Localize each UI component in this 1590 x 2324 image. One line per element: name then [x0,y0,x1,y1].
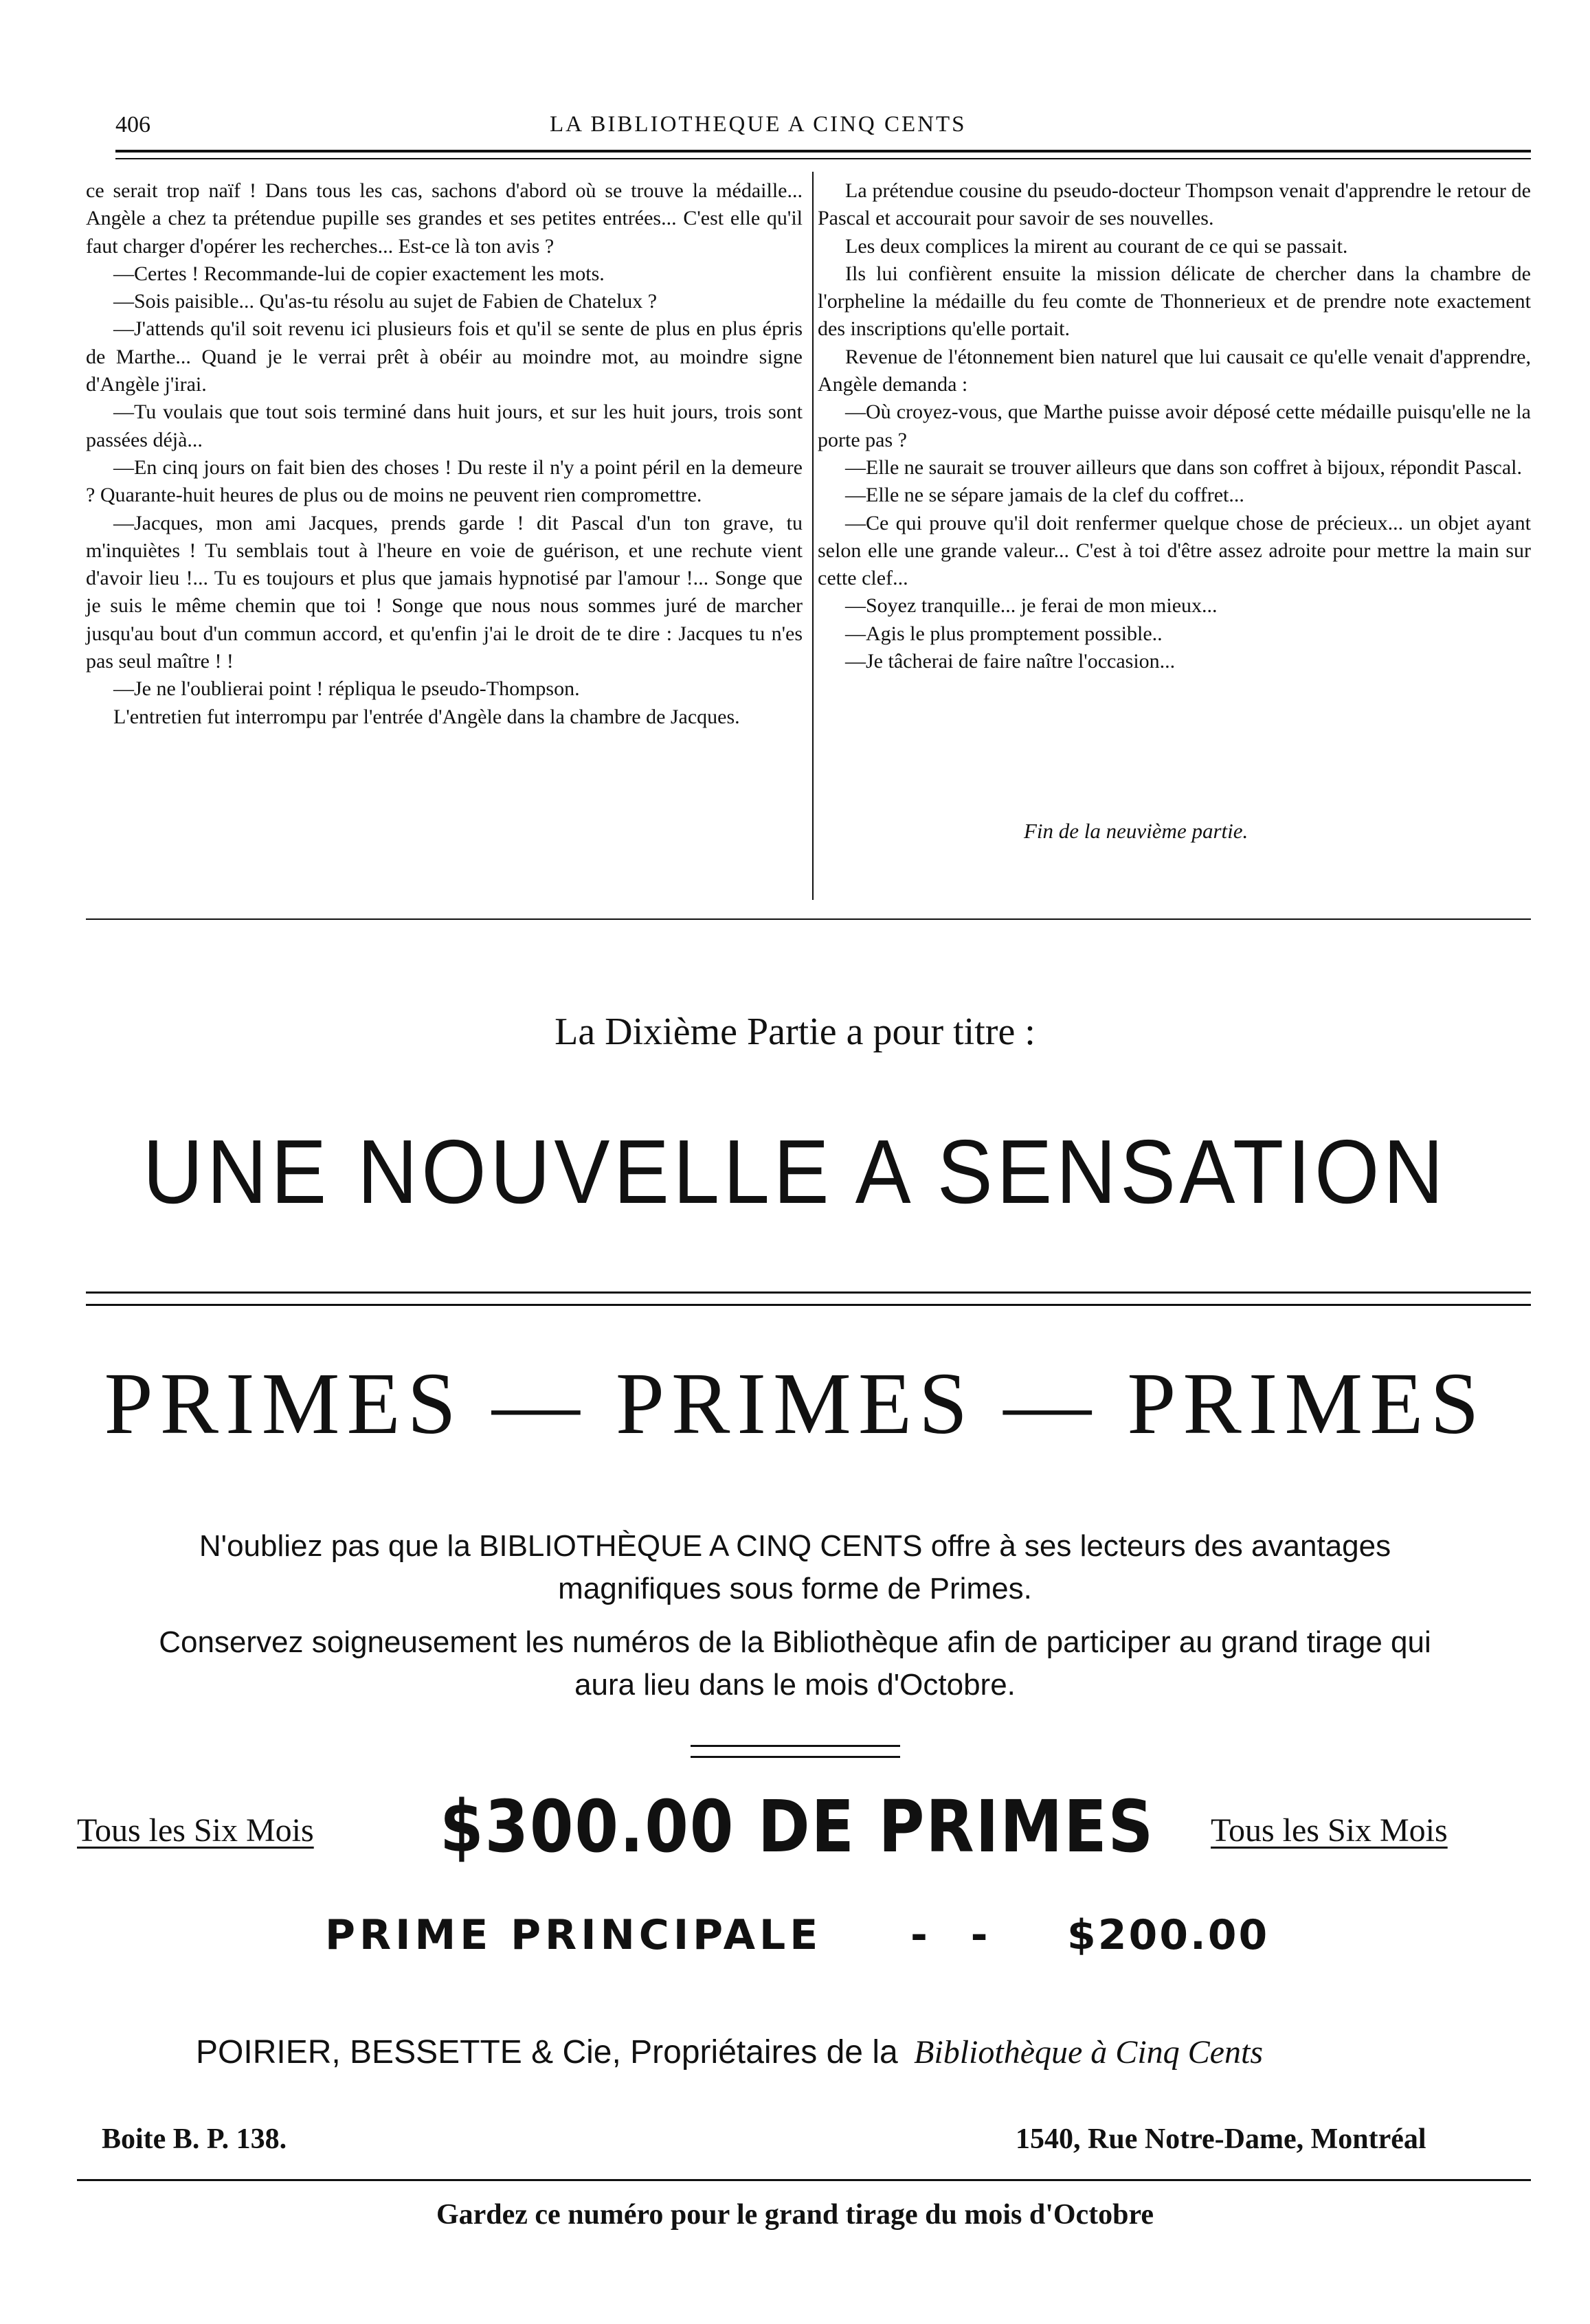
publisher-names: POIRIER, BESSETTE & Cie, Propriétaires de la [196,2034,898,2071]
paragraph: —J'attends qu'il soit revenu ici plusieurs fois et qu'il se sente de plus en plus épris de Marthe... Quand je le verrai prêt à obéir au moindre mot, au moindre signe d'Angèle j'irai. [86,317,803,396]
paragraph: —Sois paisible... Qu'as-tu résolu au sujet de Fabien de Chatelux ? [113,290,658,313]
header-rule-thick [115,150,1531,153]
paragraph: La prétendue cousine du pseudo-docteur Thompson venait d'apprendre le retour de Pascal et accourait pour savoir de ses nouvelles. [818,179,1531,230]
every-six-months-left: Tous les Six Mois [77,1812,314,1849]
paragraph: —Je ne l'oublierai point ! répliqua le pseudo-Thompson. [113,677,580,701]
paragraph: —Je tâcherai de faire naître l'occasion... [845,650,1176,673]
short-rule-bottom [691,1756,900,1758]
column-divider [812,172,814,900]
paragraph: —Ce qui prouve qu'il doit renfermer quelque chose de précieux... un objet ayant selon elle une grande valeur... C'est à toi d'être assez adroite pour mettre la main sur cette clef... [818,511,1531,590]
every-six-months-right: Tous les Six Mois [1211,1812,1448,1849]
paragraph: —En cinq jours on fait bien des choses ! Du reste il n'y a point péril en la demeure ? Quarante-huit heures de plus ou de moins ne peuvent rien compromettre. [86,455,803,507]
paragraph: —Certes ! Recommande-lui de copier exactement les mots. [113,262,605,285]
paragraph: —Soyez tranquille... je ferai de mon mieux... [845,594,1218,618]
paragraph: —Elle ne saurait se trouver ailleurs que dans son coffret à bijoux, répondit Pascal. [845,455,1522,479]
page-number: 406 [115,112,150,137]
left-column [86,177,803,731]
paragraph: —Tu voulais que tout sois terminé dans huit jours, et sur les huit jours, trois sont passées déjà... [86,401,803,451]
short-rule-top [691,1745,900,1747]
main-prize-amount: $200.00 [1067,1911,1270,1959]
primes-line-2: Conservez soigneusement les numéros de la Bibliothèque afin de participer au grand tirage qui aura lieu dans le mois d'Octobre. [159,1625,1431,1702]
paragraph: —Où croyez-vous, que Marthe puisse avoir déposé cette médaille puisqu'elle ne la porte pas ? [818,401,1531,451]
main-prize-dashes: - - [910,1911,988,1959]
next-part-title: UNE NOUVELLE A SENSATION [142,1121,1448,1222]
main-prize-label: PRIME PRINCIPALE [325,1911,822,1959]
paragraph: —Elle ne se sépare jamais de la clef du coffret... [845,484,1244,507]
header-rule-thin [115,158,1531,159]
paragraph: Les deux complices la mirent au courant de ce qui se passait. [845,234,1348,258]
running-title: LA BIBLIOTHEQUE A CINQ CENTS [550,112,967,137]
paragraph: —Agis le plus promptement possible.. [845,622,1163,645]
paragraph: ce serait trop naïf ! Dans tous les cas, sachons d'abord où se trouve la médaille... Angèle a chez ta prétendue pupille ses grandes et ses petites entrées... C'est elle qu'il faut charger d'opérer les recherches... Est-ce là ton avis ? [86,179,803,258]
right-column [818,177,1531,675]
footer-note: Gardez ce numéro pour le grand tirage du mois d'Octobre [436,2199,1154,2231]
street-address: 1540, Rue Notre-Dame, Montréal [1016,2123,1426,2155]
primes-headline: PRIMES — PRIMES — PRIMES [104,1355,1486,1452]
next-part-intro: La Dixième Partie a pour titre : [555,1011,1035,1053]
article-bottom-rule [86,918,1531,920]
section-rule-bottom [86,1304,1531,1306]
publication-title: Bibliothèque à Cinq Cents [914,2034,1263,2071]
primes-line-1: N'oubliez pas que la BIBLIOTHÈQUE A CINQ CENTS offre à ses lecteurs des avantages magnifiques sous forme de Primes. [199,1529,1391,1605]
paragraph: —Jacques, mon ami Jacques, prends garde ! dit Pascal d'un ton grave, tu m'inquiètes ! Tu semblais tout à l'heure en voie de guérison, et une rechute vient d'avoir lieu !... Tu es toujours et plus que jamais hypnotisé par l'amour !... Songe que je suis le même chemin que toi ! Songe que nous nous sommes juré de marcher jusqu'au bout d'un commun accord, et qu'enfin j'ai le droit de te dire : Jacques tu n'es pas seul maître ! ! [86,511,803,673]
paragraph: L'entretien fut interrompu par l'entrée d'Angèle dans la chambre de Jacques. [113,705,740,728]
section-rule-top [86,1291,1531,1294]
end-note: Fin de la neuvième partie. [1024,819,1249,843]
postal-box: Boite B. P. 138. [102,2123,287,2155]
paragraph: Revenue de l'étonnement bien naturel que lui causait ce qu'elle venait d'apprendre, Angèle demanda : [818,345,1531,396]
footer-rule [77,2179,1531,2181]
paragraph: Ils lui confièrent ensuite la mission délicate de chercher dans la chambre de l'orpheline la médaille du feu comte de Thonnerieux et de prendre note exactement des inscriptions qu'elle portait. [818,262,1531,341]
prize-amount-headline: $300.00 DE PRIMES [440,1785,1155,1869]
publisher-line [196,2033,1263,2071]
